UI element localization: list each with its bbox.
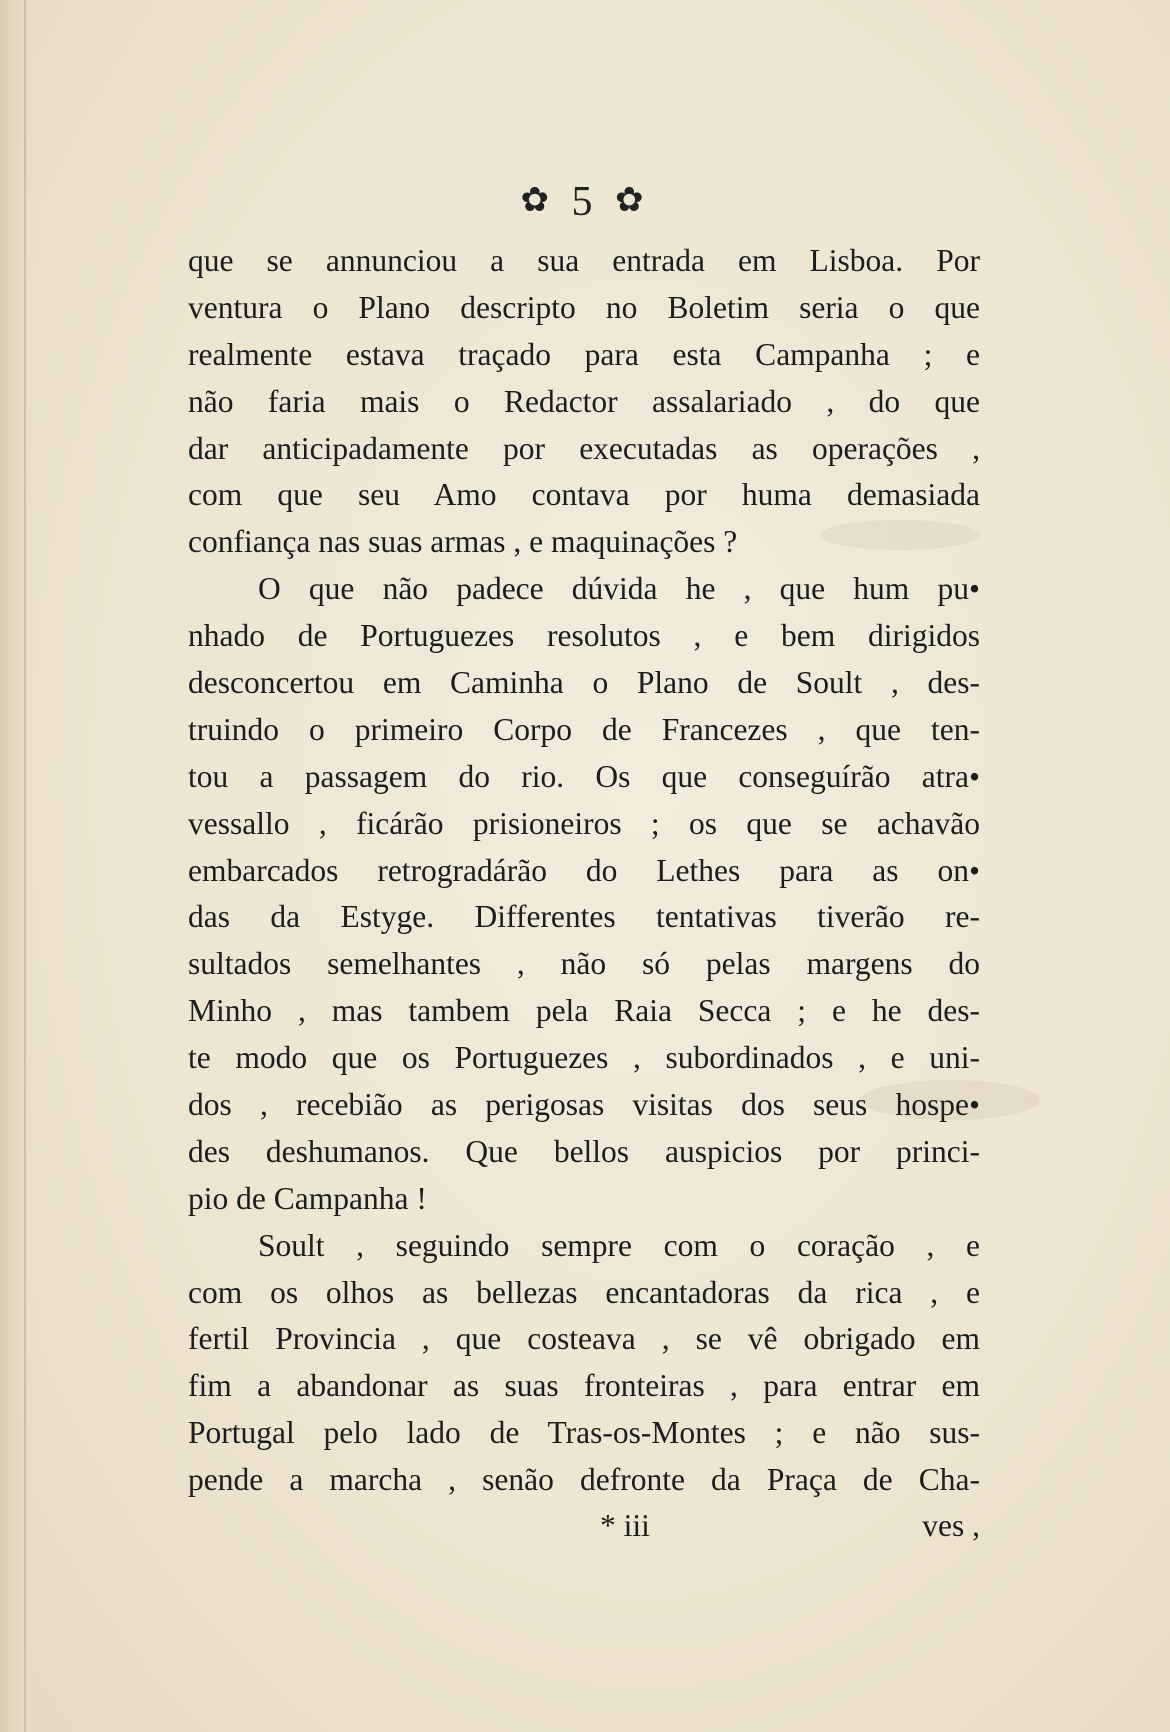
text-line: com os olhos as bellezas encantadoras da rica , e bbox=[188, 1274, 980, 1310]
page-gutter bbox=[0, 0, 34, 1732]
body-text bbox=[188, 238, 980, 1504]
text-line: Soult , seguindo sempre com o coração , e bbox=[258, 1227, 980, 1263]
text-line: sultados semelhantes , não só pelas margens do bbox=[188, 946, 980, 982]
text-line: nhado de Portuguezes resolutos , e bem dirigidos bbox=[188, 618, 980, 654]
text-line: fim a abandonar as suas fronteiras , para entrar em bbox=[188, 1368, 980, 1404]
text-line: confiança nas suas armas , e maquinações ? bbox=[188, 524, 738, 560]
text-line: com que seu Amo contava por huma demasiada bbox=[188, 477, 980, 513]
text-line: que se annunciou a sua entrada em Lisboa. Por bbox=[188, 243, 980, 278]
text-line: vessallo , ficárão prisioneiros ; os que se achavão bbox=[188, 805, 980, 841]
flower-ornament-icon: ✿ bbox=[520, 182, 555, 219]
text-line: pende a marcha , senão defronte da Praça de Cha- bbox=[188, 1462, 980, 1498]
flower-ornament-icon: ✿ bbox=[615, 182, 650, 219]
text-line: Minho , mas tambem pela Raia Secca ; e he des- bbox=[188, 993, 980, 1029]
binding-edge bbox=[24, 0, 26, 1732]
text-line: te modo que os Portuguezes , subordinados , e uni- bbox=[188, 1040, 980, 1076]
text-line: realmente estava traçado para esta Campanha ; e bbox=[188, 336, 980, 372]
text-line: dos , recebião as perigosas visitas dos seus hospe• bbox=[188, 1087, 980, 1123]
text-line: pio de Campanha ! bbox=[188, 1180, 427, 1216]
text-line: truindo o primeiro Corpo de Francezes , que ten- bbox=[188, 711, 980, 747]
text-line: não faria mais o Redactor assalariado , do que bbox=[188, 383, 980, 419]
text-line: dar anticipadamente por executadas as operações , bbox=[188, 430, 980, 466]
text-line: fertil Provincia , que costeava , se vê obrigado em bbox=[188, 1321, 980, 1357]
text-line: O que não padece dúvida he , que hum pu• bbox=[258, 571, 980, 607]
page-number: 5 bbox=[571, 179, 599, 225]
text-line: ventura o Plano descripto no Boletim seria o que bbox=[188, 289, 980, 325]
text-line: das da Estyge. Differentes tentativas tiverão re- bbox=[188, 899, 980, 935]
page-header bbox=[0, 178, 1170, 226]
text-line: Portugal pelo lado de Tras-os-Montes ; e não sus- bbox=[188, 1415, 980, 1451]
catchword: ves , bbox=[922, 1508, 980, 1543]
text-line: embarcados retrogradárão do Lethes para as on• bbox=[188, 852, 980, 888]
signature-mark: * iii bbox=[600, 1508, 650, 1543]
text-line: desconcertou em Caminha o Plano de Soult , des- bbox=[188, 665, 980, 701]
text-line: tou a passagem do rio. Os que conseguírão atra• bbox=[188, 758, 980, 794]
text-line: des deshumanos. Que bellos auspicios por princi- bbox=[188, 1133, 980, 1169]
page-footer bbox=[188, 1508, 980, 1554]
